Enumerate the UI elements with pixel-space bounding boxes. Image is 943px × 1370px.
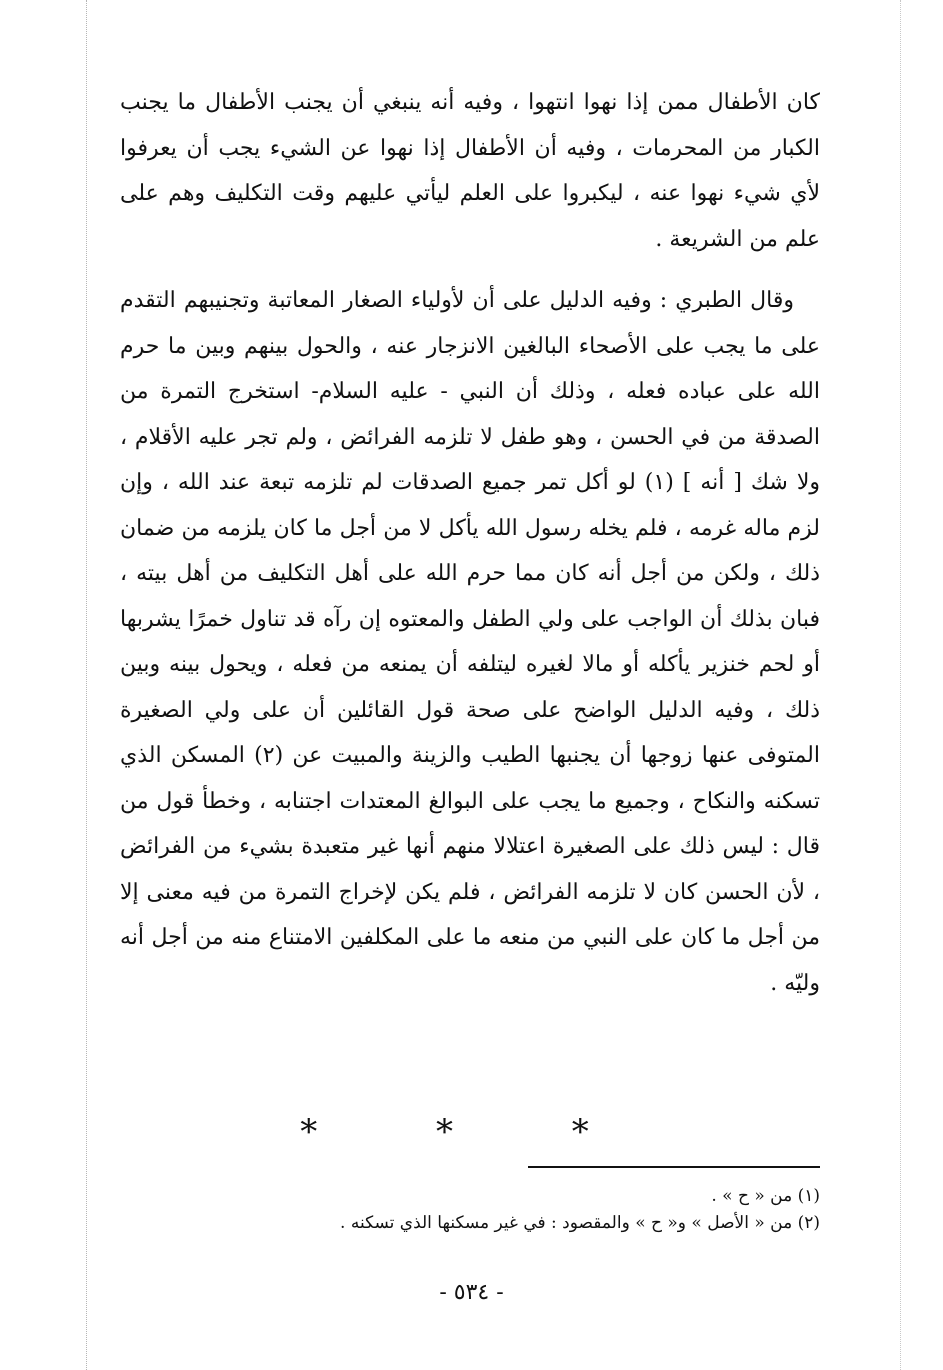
page-number: - ٥٣٤ - — [439, 1280, 504, 1305]
footnote-2: (٢) من « الأصل » و« ح » والمقصود : في غير مسكنها الذي تسكنه . — [340, 1213, 820, 1233]
paragraph-2: وقال الطبري : وفيه الدليل على أن لأولياء الصغار المعاتبة وتجنيبهم التقدم على ما يجب على الأصحاء البالغين الانزجار عنه ، والحول بينهم وبين ما حرم الله على عباده فعله ، وذلك أن النبي - عليه السلام- استخرج التمرة من الصدقة من في الحسن ، وهو طفل لا تلزمه الفرائض ، ولم تجر عليه الأقلام ، ولا شك [ أنه ] (١) لو أكل تمر جميع الصدقات لم تلزمه تبعة عند الله ، وإن لزم ماله غرمه ، فلم يخله رسول الله يأكل لا من أجل ما كان يلزمه من ضمان ذلك ، ولكن من أجل أنه كان مما حرم الله على أهل التكليف من أهل بيته ، فبان بذلك أن الواجب على ولي الطفل والمعتوه إن رآه قد تناول خمرًا يشربها أو لحم خنزير يأكله أو مالا لغيره ليتلفه أن يمنعه من فعله ، ويحول بينه وبين ذلك ، وفيه الدليل الواضح على صحة قول القائلين أن على ولي الصغيرة المتوفى عنها زوجها أن يجنبها الطيب والزينة والمبيت عن (٢) المسكن الذي تسكنه والنكاح ، وجميع ما يجب على البوالغ المعتدات اجتنابه ، وخطأ قول من قال : ليس ذلك على الصغيرة اعتلالا منهم أنها غير متعبدة بشيء من الفرائض ، لأن الحسن كان لا تلزمه الفرائض ، فلم يكن لإخراج التمرة من فيه معنى إلا من أجل ما كان على النبي من منعه ما على المكلفين الامتناع منه من أجل أنه وليّه . — [120, 288, 821, 996]
footnote-1: (١) من « ح » . — [711, 1186, 820, 1206]
section-separator-stars: * * * — [300, 1112, 643, 1152]
footnotes — [120, 1183, 820, 1237]
footnote-rule — [528, 1166, 820, 1168]
scan-margin-line-left — [86, 0, 87, 1370]
paragraph-1: كان الأطفال ممن إذا نهوا انتهوا ، وفيه أنه ينبغي أن يجنب الأطفال ما يجنب الكبار من المحرمات ، وفيه أن الأطفال إذا نهوا عن الشيء يجب أن يعرفوا لأي شيء نهوا عنه ، ليكبروا على العلم ليأتي عليهم وقت التكليف وهم على علم من الشريعة . — [120, 90, 820, 252]
scan-margin-line-right — [900, 0, 901, 1370]
page-body-text — [120, 80, 820, 1022]
